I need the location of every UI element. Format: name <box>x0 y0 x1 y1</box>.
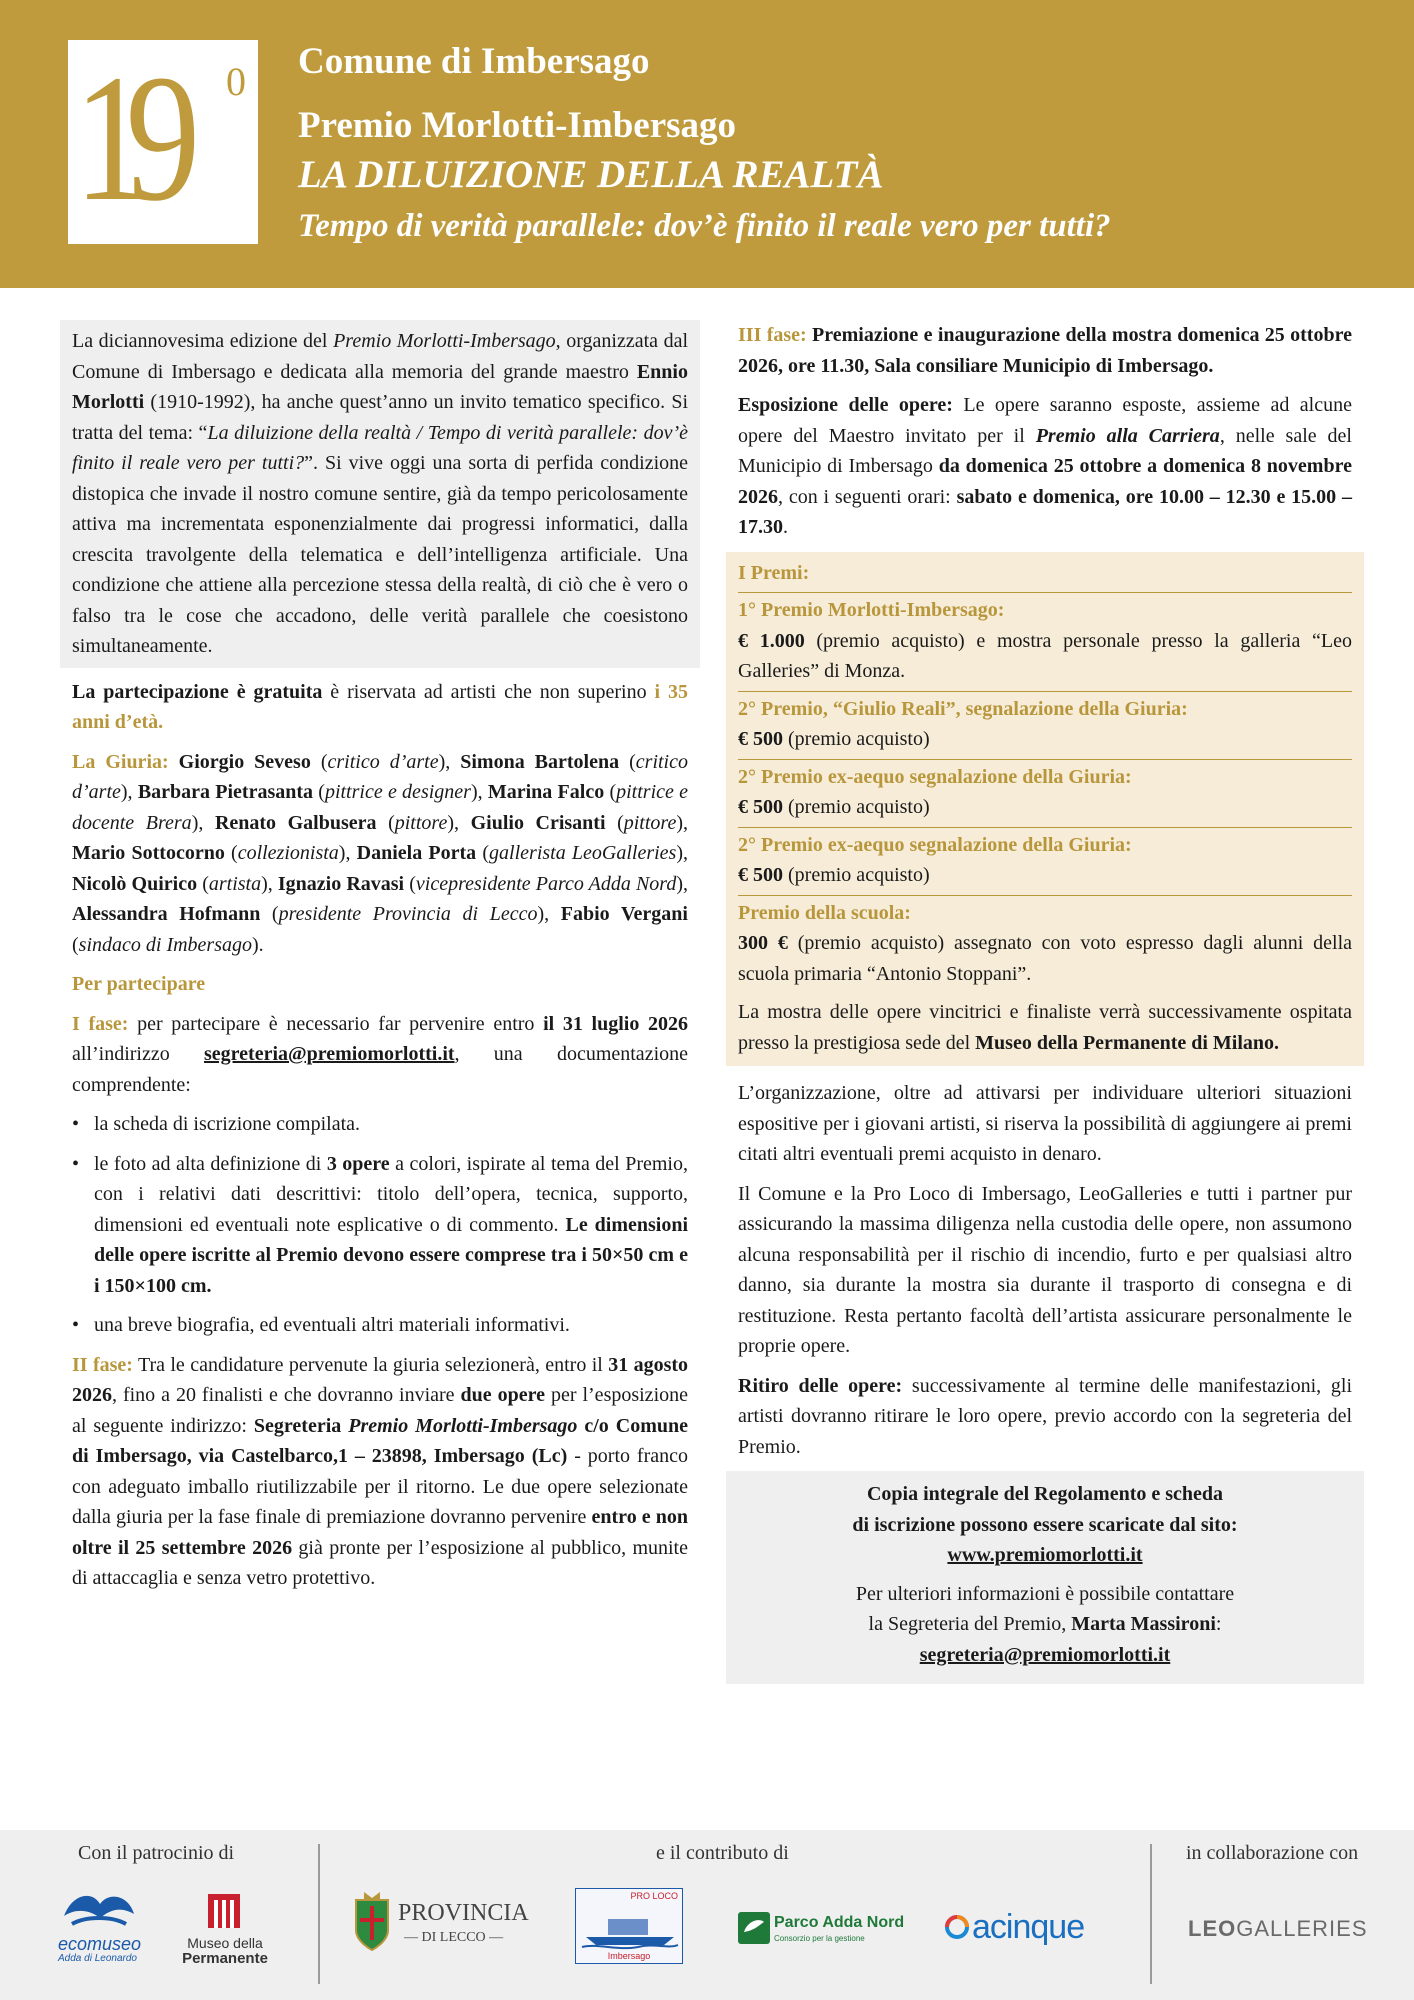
list-item-dimensions: Le dimensioni delle opere iscritte al Premio devono essere comprese tra i 50×50 cm e i 150×100 cm. <box>94 1213 688 1297</box>
jury-member-name: Simona Bartolena <box>460 750 620 773</box>
acinque-name: acinque <box>972 1908 1085 1946</box>
phase1-text: per partecipare è necessario far pervenire entro <box>128 1012 544 1035</box>
list-item: • la scheda di iscrizione compilata. <box>72 1109 688 1140</box>
parco-leaf-icon <box>738 1912 770 1944</box>
jury-member-name: Giulio Crisanti <box>470 811 606 834</box>
prize-amount: € 500 <box>738 728 783 750</box>
proloco-name: PRO LOCO <box>630 1891 678 1901</box>
prizes-exhibition-note <box>738 993 1352 1058</box>
left-column <box>60 320 700 1603</box>
how-to-participate-heading <box>60 969 700 1000</box>
prize-description <box>738 724 1352 755</box>
exhibition-career-prize: Premio alla Carriera <box>1035 424 1220 447</box>
prizes-list <box>738 593 1352 993</box>
leogalleries-logo <box>1188 1916 1368 1942</box>
phase2-address-prize: Premio Morlotti-Imbersago <box>348 1414 578 1437</box>
prize-item <box>738 692 1352 760</box>
phase2-final-deadline: entro e non oltre il 25 settembre 2026 <box>72 1506 688 1559</box>
contribution-label: e il contributo di <box>656 1842 789 1864</box>
ecomuseo-subtitle: Adda di Leonardo <box>58 1953 137 1964</box>
provincia-crest-icon <box>352 1890 392 1954</box>
participation-paragraph <box>60 677 700 738</box>
info-line: : <box>1215 1613 1222 1635</box>
phase1-deadline: il 31 luglio 2026 <box>543 1012 689 1035</box>
edition-degree: 0 <box>226 59 246 104</box>
jury-member-name: Giorgio Seveso <box>178 750 311 773</box>
prize-description <box>738 792 1352 823</box>
prizes-note-museum: Museo della Permanente di Milano. <box>975 1031 1280 1054</box>
prize-title: 1° Premio Morlotti-Imbersago: <box>738 599 1005 621</box>
phase1-email-link[interactable]: segreteria@premiomorlotti.it <box>204 1043 455 1065</box>
jury-member-name: Ignazio Ravasi <box>277 872 405 895</box>
phase1-paragraph <box>60 1009 700 1101</box>
prize-description <box>738 626 1352 687</box>
footer-sponsors <box>0 1830 1414 2000</box>
jury-member-role: pittrice e docente Brera <box>72 781 688 834</box>
prize-item <box>738 593 1352 692</box>
phase2-label: II fase: <box>72 1353 133 1376</box>
withdrawal-paragraph <box>726 1371 1364 1463</box>
jury-member-name: Marina Falco <box>487 781 605 803</box>
secretary-name: Marta Massironi <box>1071 1613 1216 1635</box>
exhibition-hours: sabato e domenica, ore 10.00 – 12.30 e 15.00 – 17.30 <box>738 485 1352 538</box>
jury-member-role: artista <box>208 872 262 895</box>
jury-member-role: vicepresidente Parco Adda Nord <box>415 872 677 895</box>
collaboration-label: in collaborazione con <box>1186 1842 1359 1864</box>
jury-label: La Giuria: <box>72 750 169 773</box>
phase2-paragraph <box>60 1350 700 1594</box>
info-line: Copia integrale del Regolamento e scheda <box>866 1483 1224 1505</box>
museo-name-2: Permanente <box>182 1950 268 1967</box>
right-column <box>726 320 1364 1684</box>
prize-amount: € 500 <box>738 864 783 886</box>
requirements-list <box>60 1109 700 1341</box>
info-line: la Segreteria del Premio, <box>868 1613 1072 1635</box>
jury-member-name: Nicolò Quirico <box>72 872 198 895</box>
info-line: di iscrizione possono essere scaricate dal sito: <box>852 1513 1238 1536</box>
list-item-text: le foto ad alta definizione di <box>94 1152 327 1175</box>
jury-member-role: pittore <box>394 811 448 834</box>
provincia-subtitle: — DI LECCO — <box>404 1930 504 1945</box>
how-to-participate-title: Per partecipare <box>72 973 206 995</box>
prize-title: 2° Premio, “Giulio Reali”, segnalazione della Giuria: <box>738 697 1188 720</box>
prize-item <box>738 828 1352 896</box>
jury-member-role: pittrice e designer <box>324 781 471 803</box>
edition-number: 19 <box>74 40 178 239</box>
jury-member-role: presidente Provincia di Lecco <box>278 903 538 925</box>
prize-title: Premio della scuola: <box>738 901 911 924</box>
prizes-heading <box>738 556 1352 594</box>
phase3-label: III fase: <box>738 324 807 346</box>
exhibition-dates: da domenica 25 ottobre a domenica 8 novembre 2026 <box>738 455 1352 508</box>
jury-member-role: critico d’arte <box>72 750 688 803</box>
organization-paragraph: L’organizzazione, oltre ad attivarsi per individuare ulteriori situazioni espositive per i giovani artisti, si riserva la possibilità di aggiungere ai premi citati altri eventuali premi acquisto in denaro. <box>738 1082 1352 1165</box>
intro-theme-quote: La diluizione della realtà / Tempo di verità parallele: dov’è finito il reale vero per tutti? <box>72 421 688 474</box>
phase2-text: - porto franco con adeguato imballo riutilizzabile per il ritorno. Le due opere selezionate dalla giuria per la fase finale di premiazione dovranno pervenire <box>72 1445 688 1528</box>
jury-member-name: Daniela Porta <box>356 842 477 864</box>
prize-title: 2° Premio ex-aequo segnalazione della Giuria: <box>738 765 1132 788</box>
phase1-label: I fase: <box>72 1012 129 1035</box>
header-banner <box>0 0 1414 288</box>
prize-amount: 300 € <box>738 932 788 954</box>
phase1-text: , una documentazione comprendente: <box>72 1043 688 1096</box>
jury-member-name: Renato Galbusera <box>214 811 377 834</box>
jury-member-role: pittore <box>623 811 677 834</box>
phase2-text: Tra le candidature pervenute la giuria selezionerà, entro il <box>132 1353 609 1376</box>
jury-member-name: Mario Sottocorno <box>72 842 225 864</box>
phase2-text: già pronte per l’esposizione al pubblico, munite di attaccaglia e senza vetro protettivo. <box>72 1536 688 1589</box>
intro-text: ”. Si vive oggi una sorta di perfida condizione distopica che invade il nostro comune sentire, già da tempo pericolosamente attiva ma incrementata esponenzialmente dai progressi informatici, dalla crescita travolgente della telematica e dell’intelligenza artificiale. Una condizione che attiene alla percezione stessa della realtà, di ciò che è vero o falso tra le cose che accadono, delle verità parallele che coesistono simultaneamente. <box>72 452 688 657</box>
withdrawal-label: Ritiro delle opere: <box>738 1374 903 1397</box>
prizes-label: I Premi: <box>738 561 810 584</box>
prize-detail: (premio acquisto) <box>783 796 930 818</box>
header-prize-name: Premio Morlotti-Imbersago <box>298 105 737 146</box>
ecomuseo-icon <box>58 1886 138 1930</box>
exhibition-text: Le opere saranno esposte, assieme ad alcune opere del Maestro invitato per il <box>738 394 1352 447</box>
header-municipality: Comune di Imbersago <box>298 41 650 82</box>
list-item-text: a colori, ispirate al tema del Premio, con i relativi dati descrittivi: titolo dell’opera, tecnica, supporto, dimensioni ed eventuali note esplicative o di commento. <box>94 1152 688 1236</box>
prize-amount: € 500 <box>738 796 783 818</box>
list-item-works-count: 3 opere <box>326 1152 390 1175</box>
prize-detail: (premio acquisto) e mostra personale presso la galleria “Leo Galleries” di Monza. <box>738 629 1353 682</box>
prize-description <box>738 860 1352 891</box>
exhibition-paragraph <box>726 390 1364 543</box>
phase2-deadline: 31 agosto 2026 <box>72 1353 689 1406</box>
jury-member-role: critico d’arte <box>327 750 439 773</box>
phase2-text: , fino a 20 finalisti e che dovranno inviare <box>112 1384 461 1406</box>
intro-text: (1910-1992), ha anche quest’anno un invito tematico specifico. Si tratta del tema: “ <box>72 391 688 444</box>
edition-badge <box>68 40 258 244</box>
parco-subtitle: Consorzio per la gestione <box>774 1934 865 1943</box>
footer-divider <box>318 1844 320 1984</box>
website-link[interactable]: www.premiomorlotti.it <box>947 1544 1143 1566</box>
participation-text: è riservata ad artisti che non superino <box>322 680 655 703</box>
jury-member-name: Fabio Vergani <box>560 903 688 925</box>
patronage-label: Con il patrocinio di <box>78 1842 235 1864</box>
phase2-works: due opere <box>460 1384 546 1406</box>
list-item: • una breve biografia, ed eventuali altri materiali informativi. <box>72 1310 688 1341</box>
jury-member-role: gallerista LeoGalleries <box>489 842 677 864</box>
ecomuseo-logo <box>58 1886 142 1964</box>
prize-description <box>738 928 1352 989</box>
intro-text: La diciannovesima edizione del <box>72 330 334 352</box>
prize-amount: € 1.000 <box>738 629 805 652</box>
jury-member-role: sindaco di Imbersago <box>78 933 252 956</box>
proloco-town: Imbersago <box>607 1951 651 1961</box>
exhibition-text: , nelle sale del Municipio di Imbersago <box>738 424 1352 477</box>
participation-age-limit: i 35 anni d’età. <box>72 680 689 733</box>
prize-detail: (premio acquisto) <box>783 728 930 750</box>
prize-item <box>738 760 1352 828</box>
jury-member-role: collezionista <box>237 842 339 864</box>
phase1-text: all’indirizzo <box>72 1043 204 1065</box>
intro-artist-name: Ennio Morlotti <box>72 360 688 413</box>
leogalleries-name-a: LEO <box>1188 1916 1237 1941</box>
prize-item <box>738 896 1352 994</box>
intro-text: , organizzata dal Comune di Imbersago e dedicata alla memoria del grande maestro <box>72 330 689 383</box>
list-item <box>72 1149 688 1302</box>
prizes-note-text: La mostra delle opere vincitrici e finaliste verrà successivamente ospitata presso la prestigiosa sede del <box>738 1001 1352 1054</box>
phase2-address: Segreteria <box>253 1414 349 1437</box>
prizes-box <box>726 552 1364 1067</box>
participation-free: La partecipazione è gratuita <box>72 680 323 703</box>
jury-paragraph: La Giuria: Giorgio Seveso (critico d’arte), Simona Bartolena (critico d’arte), Barbara Pietrasanta (pittrice e designer), Marina Falco (pittrice e docente Brera), Renato Galbusera (pittore), Giulio Crisanti (pittore), Mario Sottocorno (collezionista), Daniela Porta (gallerista LeoGalleries), Nicolò Quirico (artista), Ignazio Ravasi (vicepresidente Parco Adda Nord), Alessandra Hofmann (presidente Provincia di Lecco), Fabio Vergani (sindaco di Imbersago). <box>72 750 689 956</box>
phase2-address: c/o Comune di Imbersago, via Castelbarco,1 – 23898, Imbersago (Lc) <box>72 1414 688 1467</box>
prize-title: 2° Premio ex-aequo segnalazione della Giuria: <box>738 833 1132 856</box>
leogalleries-name-b: GALLERIES <box>1236 1916 1368 1941</box>
intro-paragraph <box>60 320 700 668</box>
proloco-ferry-icon <box>578 1901 682 1951</box>
prize-detail: (premio acquisto) assegnato con voto espresso dagli alunni della scuola primaria “Antonio Stoppani”. <box>738 932 1352 985</box>
provincia-name: PROVINCIA <box>398 1900 529 1926</box>
header-theme-subtitle: Tempo di verità parallele: dov’è finito il reale vero per tutti? <box>298 208 1111 244</box>
proloco-logo <box>575 1888 683 1964</box>
exhibition-label: Esposizione delle opere: <box>738 394 953 416</box>
jury-member-name: Barbara Pietrasanta <box>137 781 314 803</box>
info-line: Per ulteriori informazioni è possibile contattare <box>855 1582 1235 1605</box>
intro-prize-name: Premio Morlotti-Imbersago <box>333 330 556 352</box>
museo-name-1: Museo della <box>187 1935 263 1951</box>
exhibition-text: . <box>783 516 788 538</box>
contact-email-link[interactable]: segreteria@premiomorlotti.it <box>919 1643 1171 1666</box>
withdrawal-text: successivamente al termine delle manifestazioni, gli artisti dovranno ritirare le loro opere, previo accordo con la segreteria del Premio. <box>738 1374 1352 1458</box>
prize-detail: (premio acquisto) <box>783 864 930 886</box>
footer-divider <box>1150 1844 1152 1984</box>
museo-permanente-icon <box>170 1892 280 1930</box>
phase3-paragraph <box>726 320 1364 381</box>
exhibition-text: , con i seguenti orari: <box>778 485 957 508</box>
acinque-swirl-icon <box>944 1914 970 1940</box>
header-theme-title: LA DILUIZIONE DELLA REALTÀ <box>298 153 884 196</box>
parco-name: Parco Adda Nord <box>774 1914 905 1931</box>
museo-permanente-logo <box>170 1892 280 1967</box>
phase2-text: per l’esposizione al seguente indirizzo: <box>72 1384 688 1437</box>
liability-paragraph: Il Comune e la Pro Loco di Imbersago, LeoGalleries e tutti i partner pur assicurando la massima diligenza nella custodia delle opere, non assumono alcuna responsabilità per il rischio di incendio, furto e per qualsiasi altro danno, sia durante la mostra sia durante il trasporto di consegna e di restituzione. Resta pertanto facoltà dell’artista assicurare personalmente le proprie opere. <box>738 1182 1352 1357</box>
phase3-text: Premiazione e inaugurazione della mostra domenica 25 ottobre 2026, ore 11.30, Sala consiliare Municipio di Imbersago. <box>738 324 1352 377</box>
ecomuseo-name: ecomuseo <box>58 1934 142 1954</box>
jury-member-name: Alessandra Hofmann <box>72 903 261 925</box>
info-box <box>726 1471 1364 1684</box>
